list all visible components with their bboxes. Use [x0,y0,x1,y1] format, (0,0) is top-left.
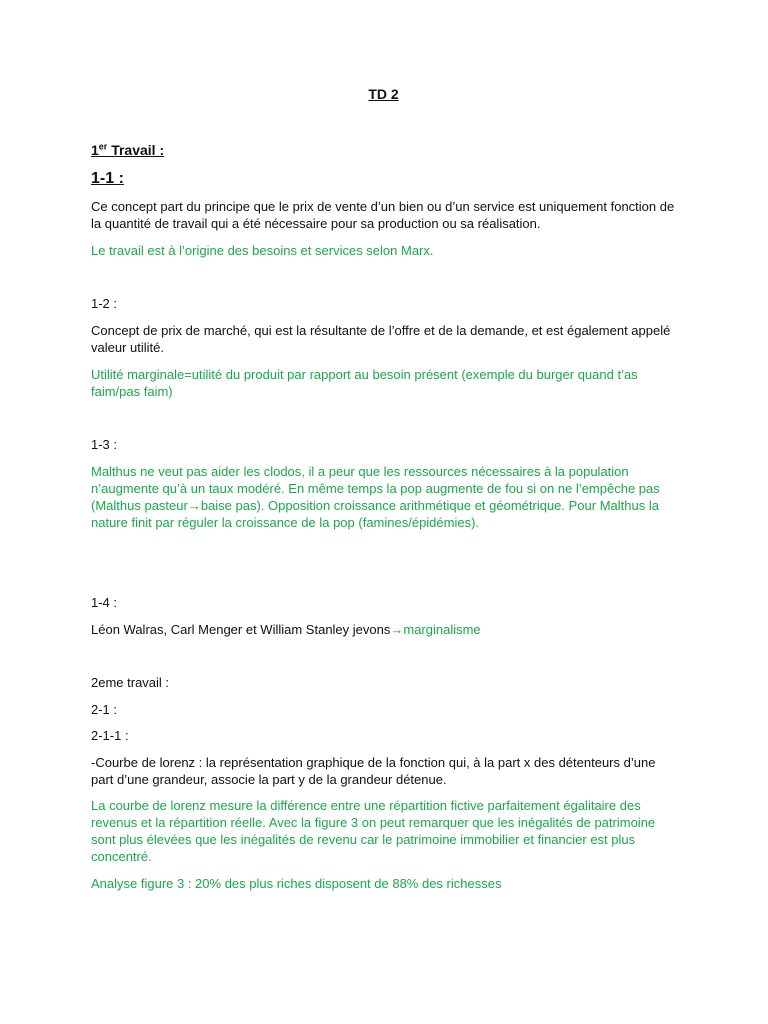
note-1-1: Le travail est à l’origine des besoins et services selon Marx. [91,243,434,258]
note-1-3-part2: baise pas). Opposition croissance arithmétique et géométrique. Pour Malthus la nature finit par réguler la croissance de la pop (famines/épidémies). [91,498,659,530]
travail-1-sup: er [98,141,108,152]
paragraph-2-1-1: -Courbe de lorenz : la représentation graphique de la fonction qui, à la part x des détenteurs d’une part d’une grandeur, associe la part y de la grandeur détenue. [91,755,656,787]
section-heading-travail-2: 2eme travail : [91,675,170,690]
analysis-figure-3: Analyse figure 3 : 20% des plus riches disposent de 88% des richesses [91,876,502,891]
note-1-4: marginalisme [403,622,481,637]
subsection-heading-2-1: 2-1 : [91,702,118,717]
paragraph-1-1: Ce concept part du principe que le prix de vente d’un bien ou d’un service est uniquement fonction de la quantité de travail qui a été nécessaire pour sa production ou sa réalisation. [91,199,675,231]
travail-1-suffix: Travail : [107,142,165,158]
note-2-1-1: La courbe de lorenz mesure la différence entre une répartition fictive parfaitement égalitaire des revenus et la répartition réelle. Avec la figure 3 on peut remarquer que les inégalités de patrimoine sont plus élevées que les inégalités de revenu car le patrimoine immobilier et financier est plus concentré. [91,798,656,864]
note-1-3 [91,463,676,531]
subsection-heading-1-2: 1-2 : [91,296,118,311]
travail-1-prefix: 1 [91,142,99,158]
section-heading-travail-1 [91,142,164,159]
subsection-heading-1-3: 1-3 : [91,437,118,452]
subsection-heading-1-1: 1-1 : [91,170,124,187]
note-1-2: Utilité marginale=utilité du produit par rapport au besoin présent (exemple du burger quand t’as faim/pas faim) [91,367,638,399]
paragraph-1-4 [91,621,481,638]
document-title: TD 2 [368,86,399,102]
paragraph-1-2: Concept de prix de marché, qui est la résultante de l’offre et de la demande, et est également appelé valeur utilité. [91,323,671,355]
right-arrow-icon: → [187,498,201,513]
economists-list: Léon Walras, Carl Menger et William Stanley jevons [91,622,391,637]
note-1-3-part1: Malthus ne veut pas aider les clodos, il a peur que les ressources nécessaires à la population n’augmente qu’à un taux modéré. En même temps la pop augmente de fou si on ne l’empêche pas (Malthus pasteur [91,464,660,513]
subsection-heading-1-4: 1-4 : [91,595,118,610]
subsection-heading-2-1-1: 2-1-1 : [91,728,129,743]
right-arrow-icon: → [390,622,404,637]
